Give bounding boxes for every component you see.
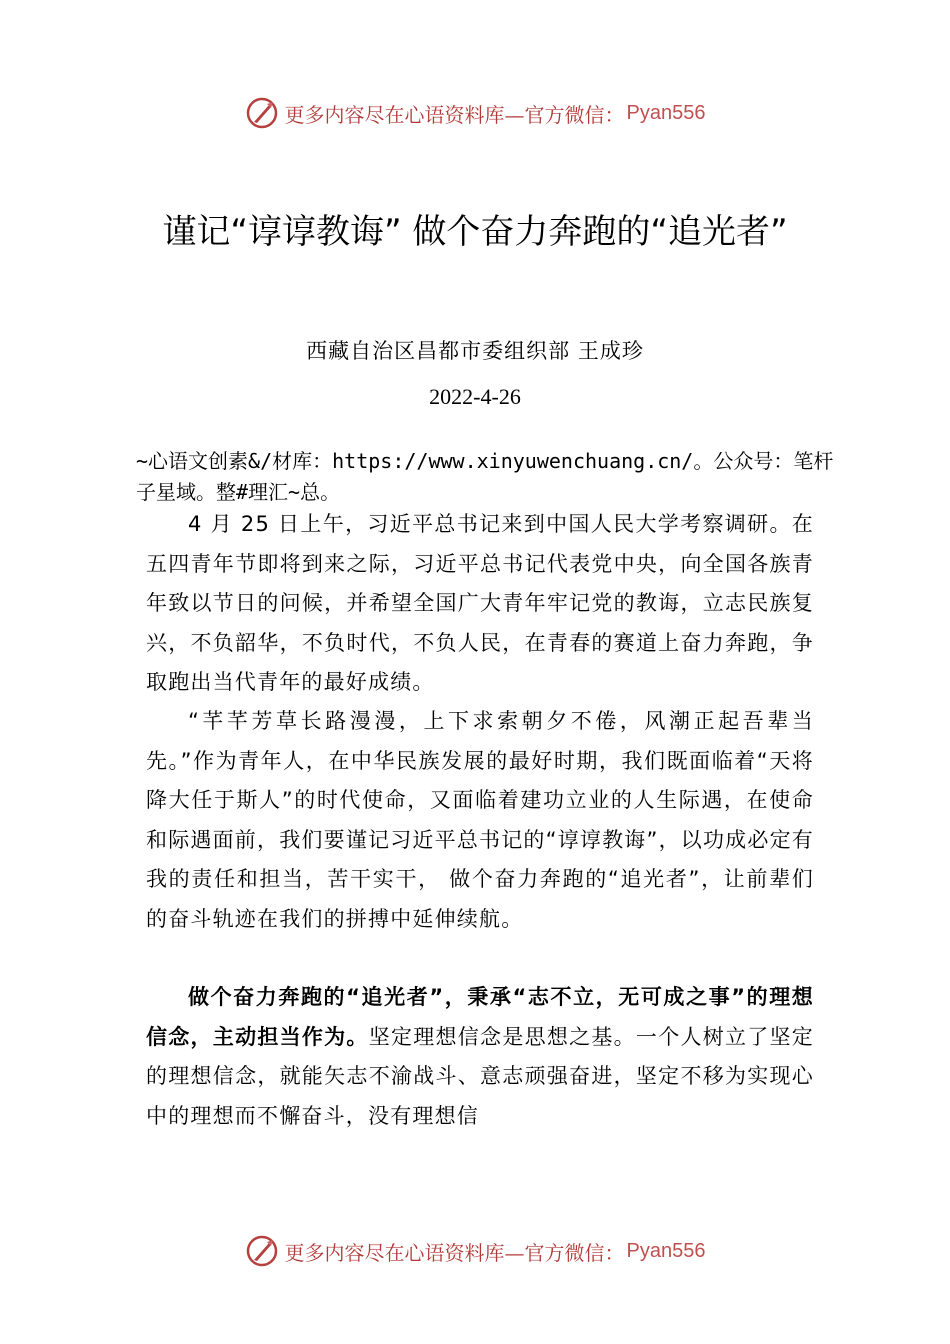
watermark-wechat-id: Pyan556 xyxy=(626,101,706,124)
watermark-text: 更多内容尽在心语资料库—官方微信： xyxy=(284,102,625,127)
article-date: 2022-4-26 xyxy=(429,384,521,409)
article-title: 谨记“谆谆教诲” 做个奋力奔跑的“追光者” xyxy=(162,212,788,252)
source-note: ~心语文创素&/材库：https://www.xinyuwenchuang.cn/。公众号：笔杆子星域。整#理汇~总。 xyxy=(136,449,834,504)
paragraph-3-body: 坚定理想信念是思想之基。一个人树立了坚定的理想信念，就能矢志不渝战斗、意志顽强奋进，坚定不移为实现心中的理想而不懈奋斗，没有理想信 xyxy=(146,1024,815,1128)
paragraph-1: 4 月 25 日上午，习近平总书记来到中国人民大学考察调研。在五四青年节即将到来之际，习近平总书记代表党中央，向全国各族青年致以节日的问候，并希望全国广大青年牢记党的教诲，立志民族复兴，不负韶华，不负时代，不负人民，在青春的赛道上奋力奔跑，争取跑出当代青年的最好成绩。 xyxy=(146,512,814,694)
watermark-wechat-id: Pyan556 xyxy=(626,1239,706,1262)
quill-pen-logo-icon xyxy=(245,1234,279,1268)
footer-watermark xyxy=(0,1234,950,1268)
paragraph-3-lead: 做个奋力奔跑的“追光者”，秉承“志不立，无可成之事”的理想信念，主动担当作为。 xyxy=(146,985,814,1049)
article-author: 西藏自治区昌都市委组织部 王成珍 xyxy=(306,339,644,363)
quill-pen-logo-icon xyxy=(245,96,279,130)
header-watermark xyxy=(0,96,950,130)
paragraph-3 xyxy=(146,978,814,1136)
paragraph-2: “芊芊芳草长路漫漫，上下求索朝夕不倦，风潮正起吾辈当先。”作为青年人，在中华民族发展的最好时期，我们既面临着“天将降大任于斯人”的时代使命，又面临着建功立业的人生际遇，在使命和际遇面前，我们要谨记习近平总书记的“谆谆教诲”，以功成必定有我的责任和担当，苦干实干， 做个奋力奔跑的“追光者”，让前辈们的奋斗轨迹在我们的拼搏中延伸续航。 xyxy=(146,709,814,931)
watermark-text: 更多内容尽在心语资料库—官方微信： xyxy=(284,1240,625,1265)
